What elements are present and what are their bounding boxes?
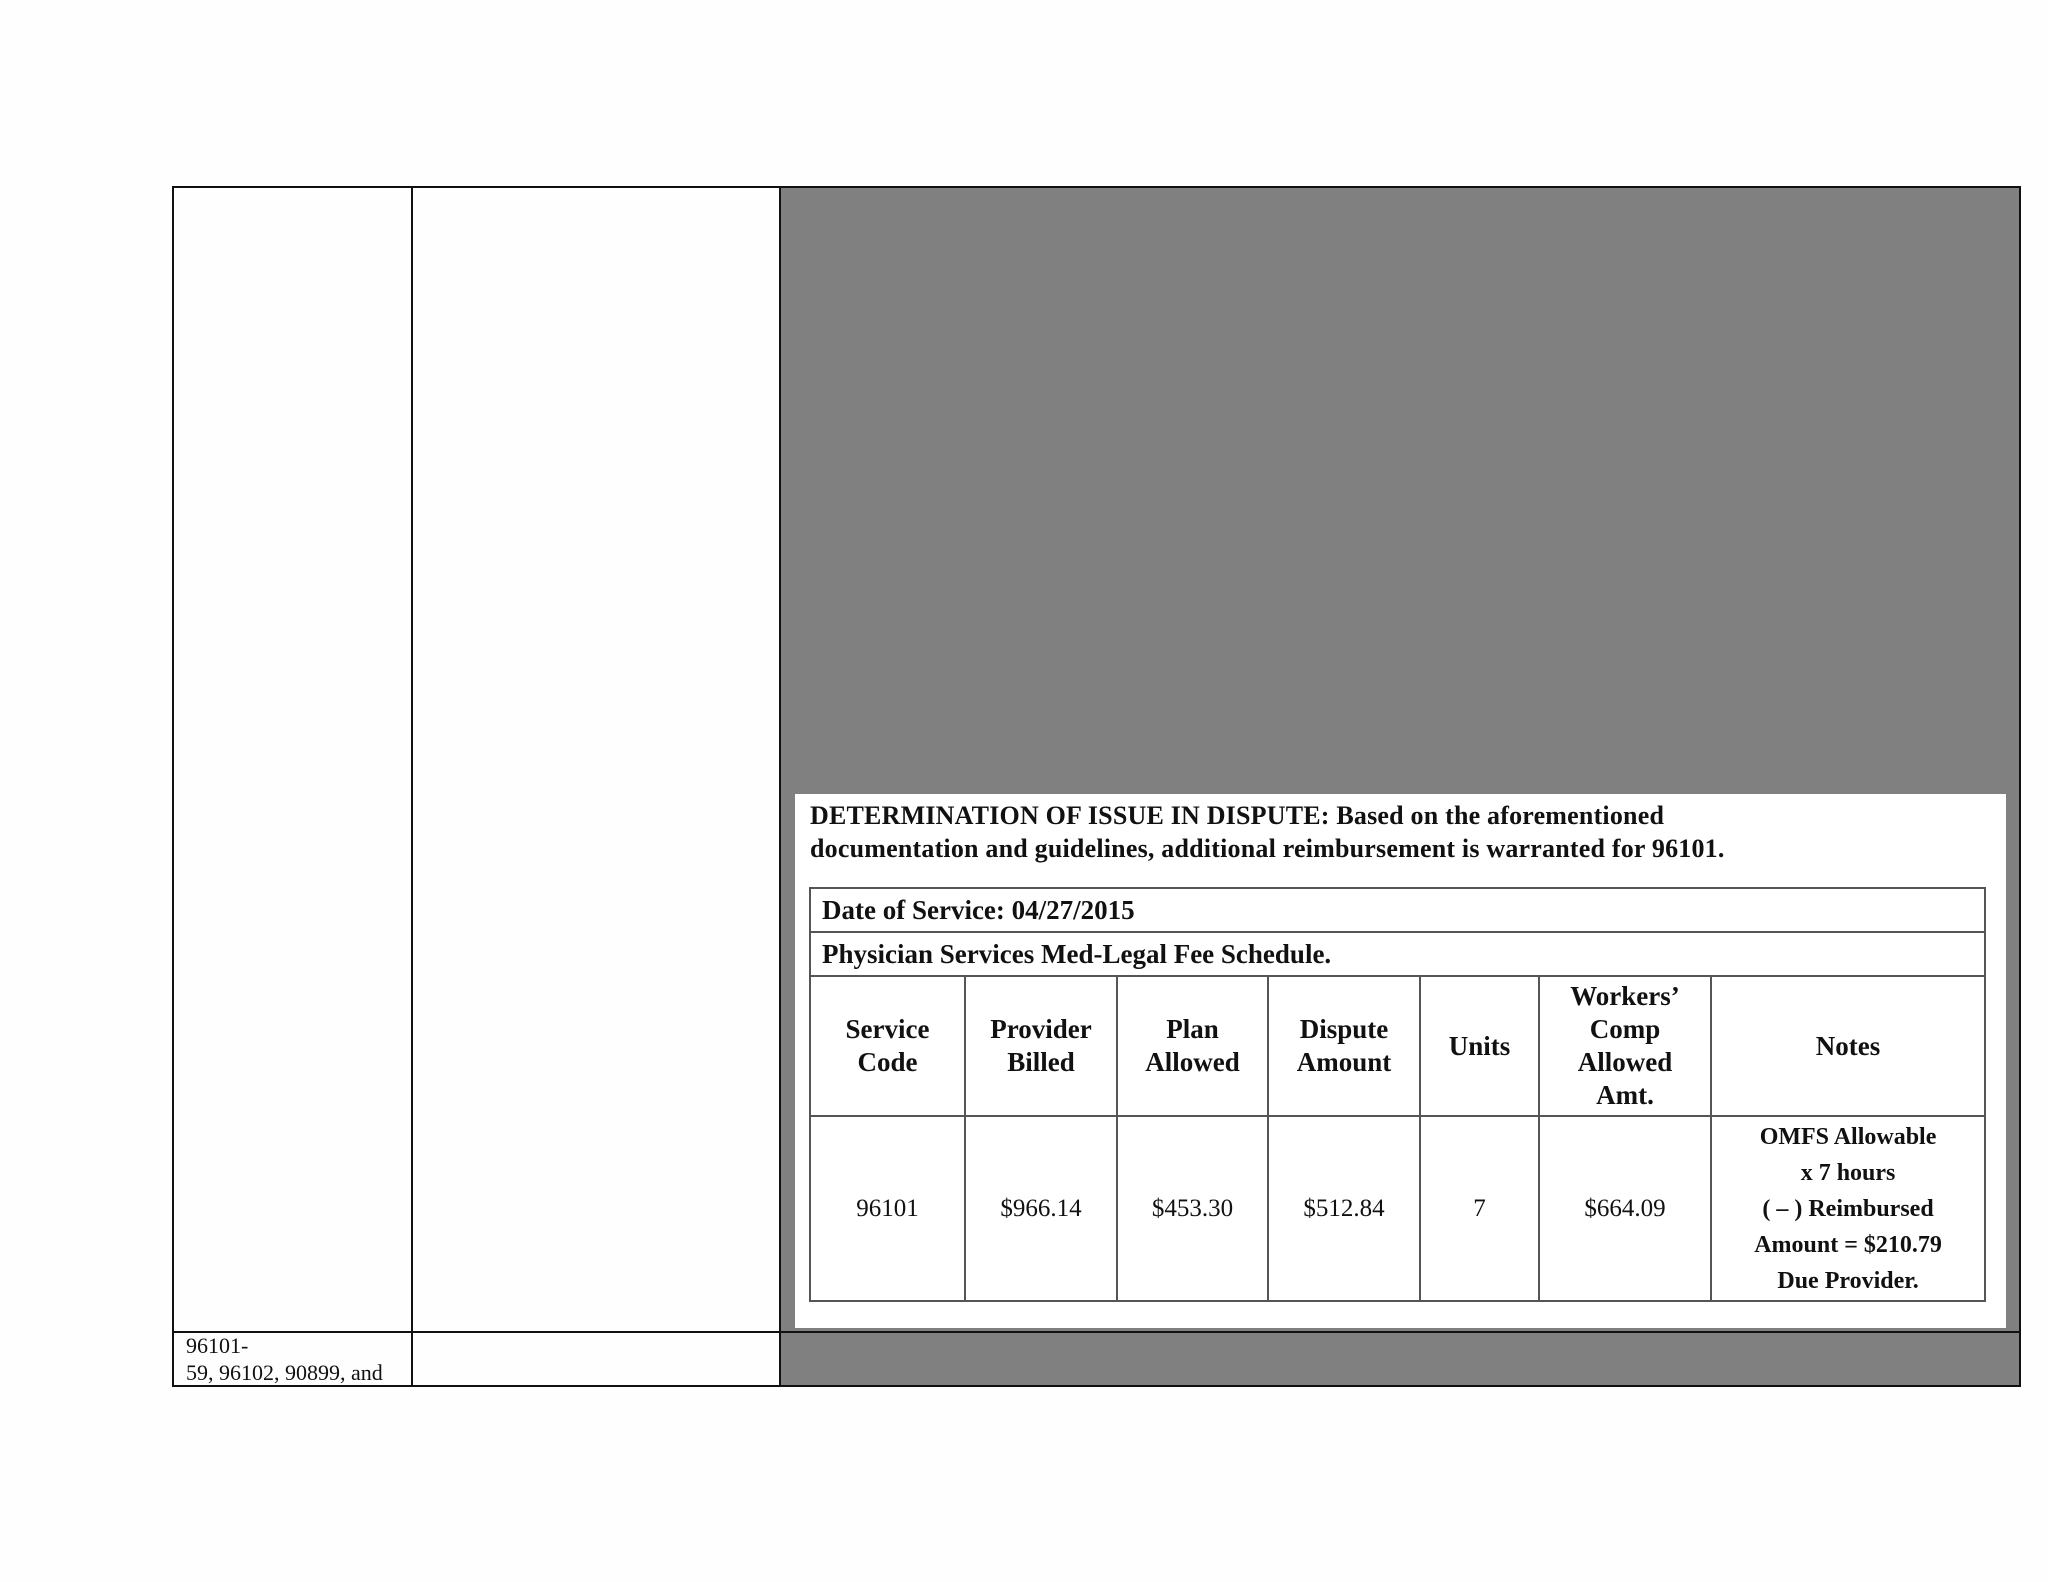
- header-wc-allowed: Workers’ Comp Allowed Amt.: [1539, 976, 1711, 1116]
- header-service-code: Service Code: [810, 976, 965, 1116]
- heading-line-1: DETERMINATION OF ISSUE IN DISPUTE: Based on the aforementioned: [810, 801, 1665, 830]
- cell-notes: OMFS Allowable x 7 hours ( – ) Reimbursed Amount = $210.79 Due Provider.: [1711, 1116, 1985, 1301]
- date-of-service: Date of Service: 04/27/2015: [810, 888, 1985, 932]
- heading-line-2: documentation and guidelines, additional reimbursement is warranted for 96101.: [810, 834, 1725, 863]
- determination-heading: [810, 799, 1725, 865]
- column-divider: [411, 186, 413, 1387]
- header-plan-allowed: Plan Allowed: [1117, 976, 1268, 1116]
- cell-dispute-amount: $512.84: [1268, 1116, 1420, 1301]
- cell-units: 7: [1420, 1116, 1539, 1301]
- cell-provider-billed: $966.14: [965, 1116, 1117, 1301]
- service-code-cell: 96101- 59, 96102, 90899, and: [186, 1333, 383, 1385]
- column-divider: [779, 186, 781, 1387]
- cell-plan-allowed: $453.30: [1117, 1116, 1268, 1301]
- row-divider: [172, 1331, 2021, 1333]
- fee-schedule-title: Physician Services Med-Legal Fee Schedule.: [810, 932, 1985, 976]
- cell-service-code: 96101: [810, 1116, 965, 1301]
- fee-schedule-table: [809, 887, 1986, 1302]
- determination-panel: [795, 794, 2006, 1328]
- header-units: Units: [1420, 976, 1539, 1116]
- header-notes: Notes: [1711, 976, 1985, 1116]
- header-provider-billed: Provider Billed: [965, 976, 1117, 1116]
- header-dispute-amount: Dispute Amount: [1268, 976, 1420, 1116]
- cell-wc-allowed: $664.09: [1539, 1116, 1711, 1301]
